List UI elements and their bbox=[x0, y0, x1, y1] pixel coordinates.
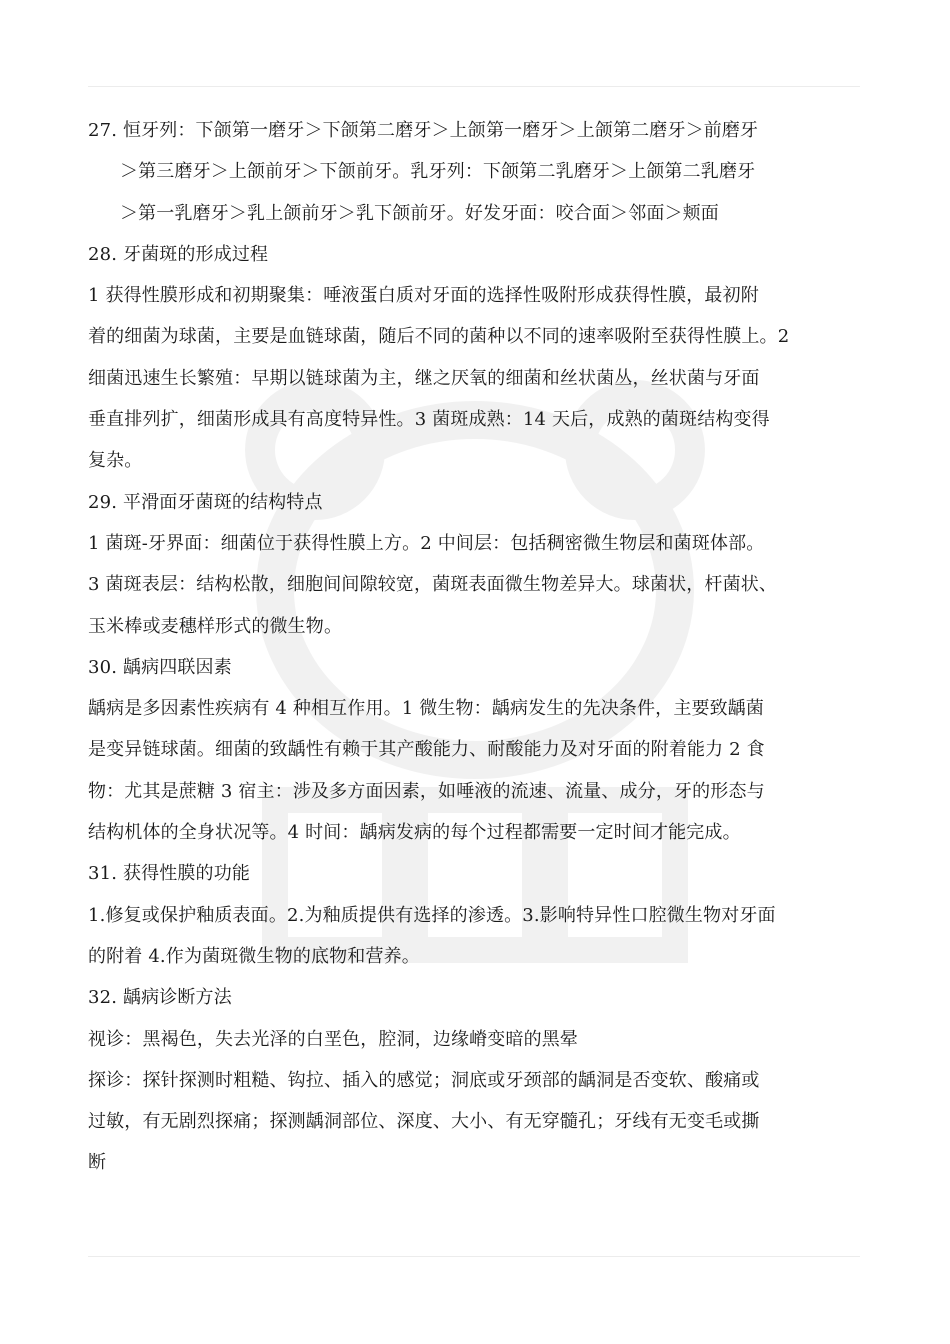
q28-line-4: 垂直排列扩，细菌形成具有高度特异性。3 菌斑成熟：14 天后，成熟的菌斑结构变得 bbox=[88, 409, 770, 431]
q27-line-2: ＞第三磨牙＞上颌前牙＞下颌前牙。乳牙列：下颌第二乳磨牙＞上颌第二乳磨牙 bbox=[120, 161, 756, 183]
q29-line-1: 1 菌斑-牙界面：细菌位于获得性膜上方。2 中间层：包括稠密微生物层和菌斑体部。 bbox=[88, 532, 765, 554]
q30-heading: 30. 龋病四联因素 bbox=[88, 656, 232, 678]
q29-heading: 29. 平滑面牙菌斑的结构特点 bbox=[88, 491, 323, 513]
q31-heading: 31. 获得性膜的功能 bbox=[88, 863, 250, 885]
q28-line-1: 1 获得性膜形成和初期聚集：唾液蛋白质对牙面的选择性吸附形成获得性膜，最初附 bbox=[88, 285, 759, 307]
q29-line-2: 3 菌斑表层：结构松散，细胞间间隙较宽，菌斑表面微生物差异大。球菌状，杆菌状、 bbox=[88, 574, 778, 596]
q28-heading: 28. 牙菌斑的形成过程 bbox=[88, 243, 269, 265]
q32-line-4: 断 bbox=[88, 1152, 107, 1174]
q31-line-2: 的附着 4.作为菌斑微生物的底物和营养。 bbox=[88, 945, 420, 967]
header-divider bbox=[88, 86, 860, 87]
document-body bbox=[88, 110, 878, 1184]
q27-line-1: 27. 恒牙列：下颌第一磨牙＞下颌第二磨牙＞上颌第一磨牙＞上颌第二磨牙＞前磨牙 bbox=[88, 120, 759, 141]
q32-line-1: 视诊：黑褐色，失去光泽的白垩色，腔洞，边缘嵴变暗的黑晕 bbox=[88, 1028, 579, 1050]
q30-line-1: 龋病是多因素性疾病有 4 种相互作用。1 微生物：龋病发生的先决条件，主要致龋菌 bbox=[88, 698, 765, 720]
q29-line-3: 玉米棒或麦穗样形式的微生物。 bbox=[88, 615, 343, 637]
q28-line-2: 着的细菌为球菌，主要是血链球菌，随后不同的菌种以不同的速率吸附至获得性膜上。2 bbox=[88, 326, 790, 348]
q30-line-2: 是变异链球菌。细菌的致龋性有赖于其产酸能力、耐酸能力及对牙面的附着能力 2 食 bbox=[88, 739, 765, 761]
q28-line-5: 复杂。 bbox=[88, 450, 143, 472]
footer-divider bbox=[88, 1256, 860, 1257]
q27-line-3: ＞第一乳磨牙＞乳上颌前牙＞乳下颌前牙。好发牙面：咬合面＞邻面＞颊面 bbox=[120, 202, 719, 224]
q31-line-1: 1.修复或保护釉质表面。2.为釉质提供有选择的渗透。3.影响特异性口腔微生物对牙面 bbox=[88, 904, 776, 926]
q32-line-2: 探诊：探针探测时粗糙、钩拉、插入的感觉；洞底或牙颈部的龋洞是否变软、酸痛或 bbox=[88, 1069, 760, 1091]
q28-line-3: 细菌迅速生长繁殖：早期以链球菌为主，继之厌氧的细菌和丝状菌丛，丝状菌与牙面 bbox=[88, 367, 760, 389]
q32-line-3: 过敏，有无剧烈探痛；探测龋洞部位、深度、大小、有无穿髓孔；牙线有无变毛或撕 bbox=[88, 1111, 760, 1133]
q32-heading: 32. 龋病诊断方法 bbox=[88, 987, 232, 1009]
q30-line-3: 物：尤其是蔗糖 3 宿主：涉及多方面因素，如唾液的流速、流量、成分，牙的形态与 bbox=[88, 780, 765, 802]
q30-line-4: 结构机体的全身状况等。4 时间：龋病发病的每个过程都需要一定时间才能完成。 bbox=[88, 822, 741, 844]
